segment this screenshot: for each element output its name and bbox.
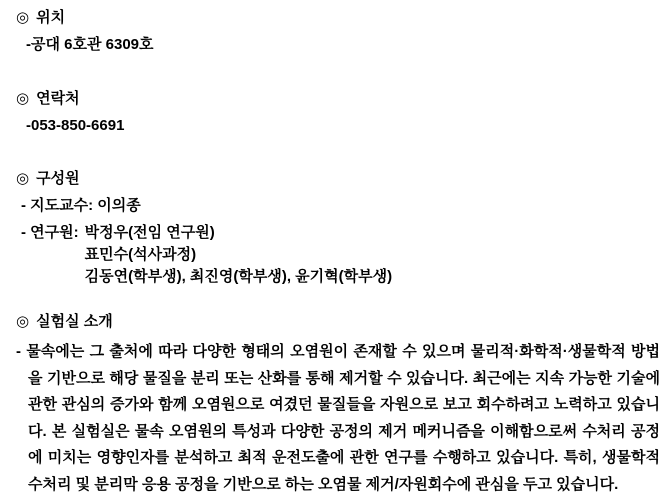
location-header [16, 10, 660, 26]
researcher-names [85, 222, 392, 288]
members-header [16, 171, 660, 187]
contact-phone-number: -053-850-6691 [26, 117, 125, 134]
bullseye-bullet-icon: ◎ [16, 313, 30, 330]
section-location [16, 10, 660, 53]
section-lab-intro [16, 314, 660, 498]
bullseye-bullet-icon: ◎ [16, 170, 30, 187]
bullseye-bullet-icon: ◎ [16, 9, 30, 26]
contact-title: 연락처 [36, 90, 80, 107]
contact-header [16, 91, 660, 107]
researcher-name-line: 박정우(전임 연구원) [84, 224, 215, 241]
researcher-row [16, 222, 660, 288]
researcher-label: - 연구원: [21, 224, 79, 241]
location-title: 위치 [36, 9, 66, 26]
location-value: -공대 6호관 6309호 [26, 36, 154, 53]
advisor-line: - 지도교수: 이의종 [21, 197, 141, 214]
lab-intro-paragraph: - 물속에는 그 출처에 따라 다양한 형태의 오염원이 존재할 수 있으며 물리적·화학적·생물학적 방법을 기반으로 해당 물질을 분리 또는 산화를 통해 제거할 수 있습니다. 최근에는 지속 가능한 기술에 관한 관심의 증가와 함께 오염원으로 여겼던 물질들을 자원으로 보고 회수하려고 노력하고 있습니다. 본 실험실은 물속 오염원의 특성과 다양한 공정의 제거 메커니즘을 이해함으로써 수처리 공정에 미치는 영향인자를 분석하고 최적 운전도출에 관한 연구를 수행하고 있습니다. 특히, 생물학적 수처리 및 분리막 응용 공정을 기반으로 하는 오염물 제거/자원회수에 관심을 두고 있습니다. [16, 343, 660, 493]
lab-intro-header [16, 314, 660, 330]
section-contact [16, 91, 660, 134]
lab-intro-title: 실험실 소개 [36, 313, 113, 330]
section-members [16, 171, 660, 288]
bullseye-bullet-icon: ◎ [16, 90, 30, 107]
members-title: 구성원 [36, 170, 80, 187]
researcher-name-line: 김동연(학부생), 최진영(학부생), 윤기혁(학부생) [84, 268, 393, 285]
researcher-name-line: 표민수(석사과정) [84, 246, 197, 263]
